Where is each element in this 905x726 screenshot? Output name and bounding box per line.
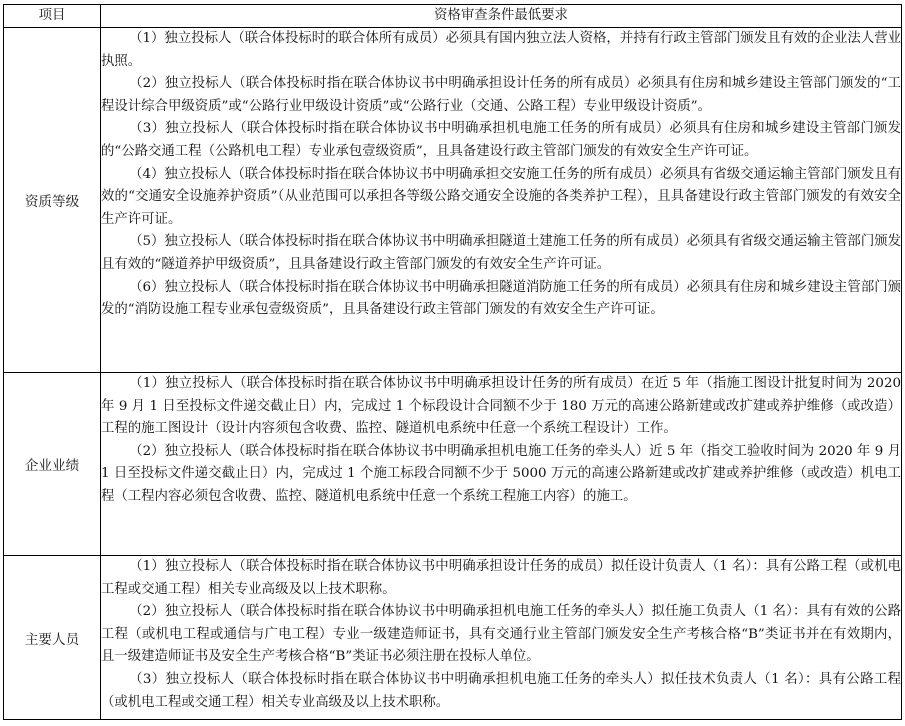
row-category-personnel: 主要人员 xyxy=(4,556,101,720)
requirement-paragraph: （1）独立投标人（联合体投标时的联合体所有成员）必须具有国内独立法人资格，并持有行政主管部门颁发且有效的企业法人营业执照。 xyxy=(101,31,901,69)
requirement-paragraph: （2）独立投标人（联合体投标时指在联合体协议书中明确承担机电施工任务的牵头人）拟任施工负责人（1 名）：具有有效的公路工程（或机电工程或通信与广电工程）专业一级建造师证书，具有交通行业主管部门颁发安全生产考核合格“B”类证书并在有效期内，且一级建造师证书及安全生产考核合格“B”类证书必须注册在投标人单位。 xyxy=(101,604,901,665)
header-row xyxy=(4,5,902,28)
requirement-paragraph: （5）独立投标人（联合体投标时指在联合体协议书中明确承担隧道土建施工任务的所有成员）必须具有省级交通运输主管部门颁发且有效的“隧道养护甲级资质”，且具备建设行政主管部门颁发的有效安全生产许可证。 xyxy=(101,234,901,272)
header-requirements: 资格审查条件最低要求 xyxy=(101,5,902,28)
row-content-personnel xyxy=(101,556,902,720)
requirement-paragraph: （1）独立投标人（联合体投标时指在联合体协议书中明确承担设计任务的成员）拟任设计负责人（1 名）：具有公路工程（或机电工程或交通工程）相关专业高级及以上技术职称。 xyxy=(101,559,901,597)
requirement-paragraph: （2）独立投标人（联合体投标时指在联合体协议书中明确承担设计任务的所有成员）必须具有住房和城乡建设主管部门颁发的“工程设计综合甲级资质”或“公路行业甲级设计资质”或“公路行业（交通、公路工程）专业甲级设计资质”。 xyxy=(101,76,901,114)
table-row xyxy=(4,373,902,556)
qualification-requirements-table xyxy=(3,4,902,720)
requirement-paragraph: （1）独立投标人（联合体投标时指在联合体协议书中明确承担设计任务的所有成员）在近 5 年（指施工图设计批复时间为 2020 年 9 月 1 日至投标文件递交截止日）内，完成过 1 个标段设计合同额不少于 180 万元的高速公路新建或改扩建或养护维修（或改造）工程的施工图设计（设计内容须包含收费、监控、隧道机电系统中任意一个系统工程设计）工作。 xyxy=(101,376,901,437)
table-row xyxy=(4,28,902,373)
requirement-paragraph: （4）独立投标人（联合体投标时指在联合体协议书中明确承担交安施工任务的所有成员）必须具有省级交通运输主管部门颁发且有效的“交通安全设施养护资质”（从业范围可以承担各等级公路交通安全设施的各类养护工程），且具备建设行政主管部门颁发的有效安全生产许可证。 xyxy=(101,166,901,227)
row-content-performance xyxy=(101,373,902,556)
requirement-paragraph: （2）独立投标人（联合体投标时指在联合体协议书中明确承担机电施工任务的牵头人）近 5 年（指交工验收时间为 2020 年 9 月 1 日至投标文件递交截止日）内，完成过 1 个施工标段合同额不少于 5000 万元的高速公路新建或改扩建或养护维修（或改造）机电工程（工程内容必须包含收费、监控、隧道机电系统中任意一个系统工程施工内容）的施工。 xyxy=(101,443,902,504)
row-category-performance: 企业业绩 xyxy=(4,373,101,556)
requirement-paragraph: （3）独立投标人（联合体投标时指在联合体协议书中明确承担机电施工任务的所有成员）必须具有住房和城乡建设主管部门颁发的“公路交通工程（公路机电工程）专业承包壹级资质”，且具备建设行政主管部门颁发的有效安全生产许可证。 xyxy=(101,121,901,159)
row-category-qualification: 资质等级 xyxy=(4,28,101,373)
requirement-paragraph: （3）独立投标人（联合体投标时指在联合体协议书中明确承担机电施工任务的牵头人）拟任技术负责人（1 名）：具有公路工程（或机电工程或交通工程）相关专业高级及以上技术职称。 xyxy=(101,671,901,710)
header-item: 项目 xyxy=(4,5,101,28)
row-content-qualification xyxy=(101,28,902,373)
table-row xyxy=(4,556,902,720)
requirement-paragraph: （6）独立投标人（联合体投标时指在联合体协议书中明确承担隧道消防施工任务的所有成员）必须具有住房和城乡建设主管部门颁发的“消防设施工程专业承包壹级资质”，且具备建设行政主管部门颁发的有效安全生产许可证。 xyxy=(101,279,901,318)
